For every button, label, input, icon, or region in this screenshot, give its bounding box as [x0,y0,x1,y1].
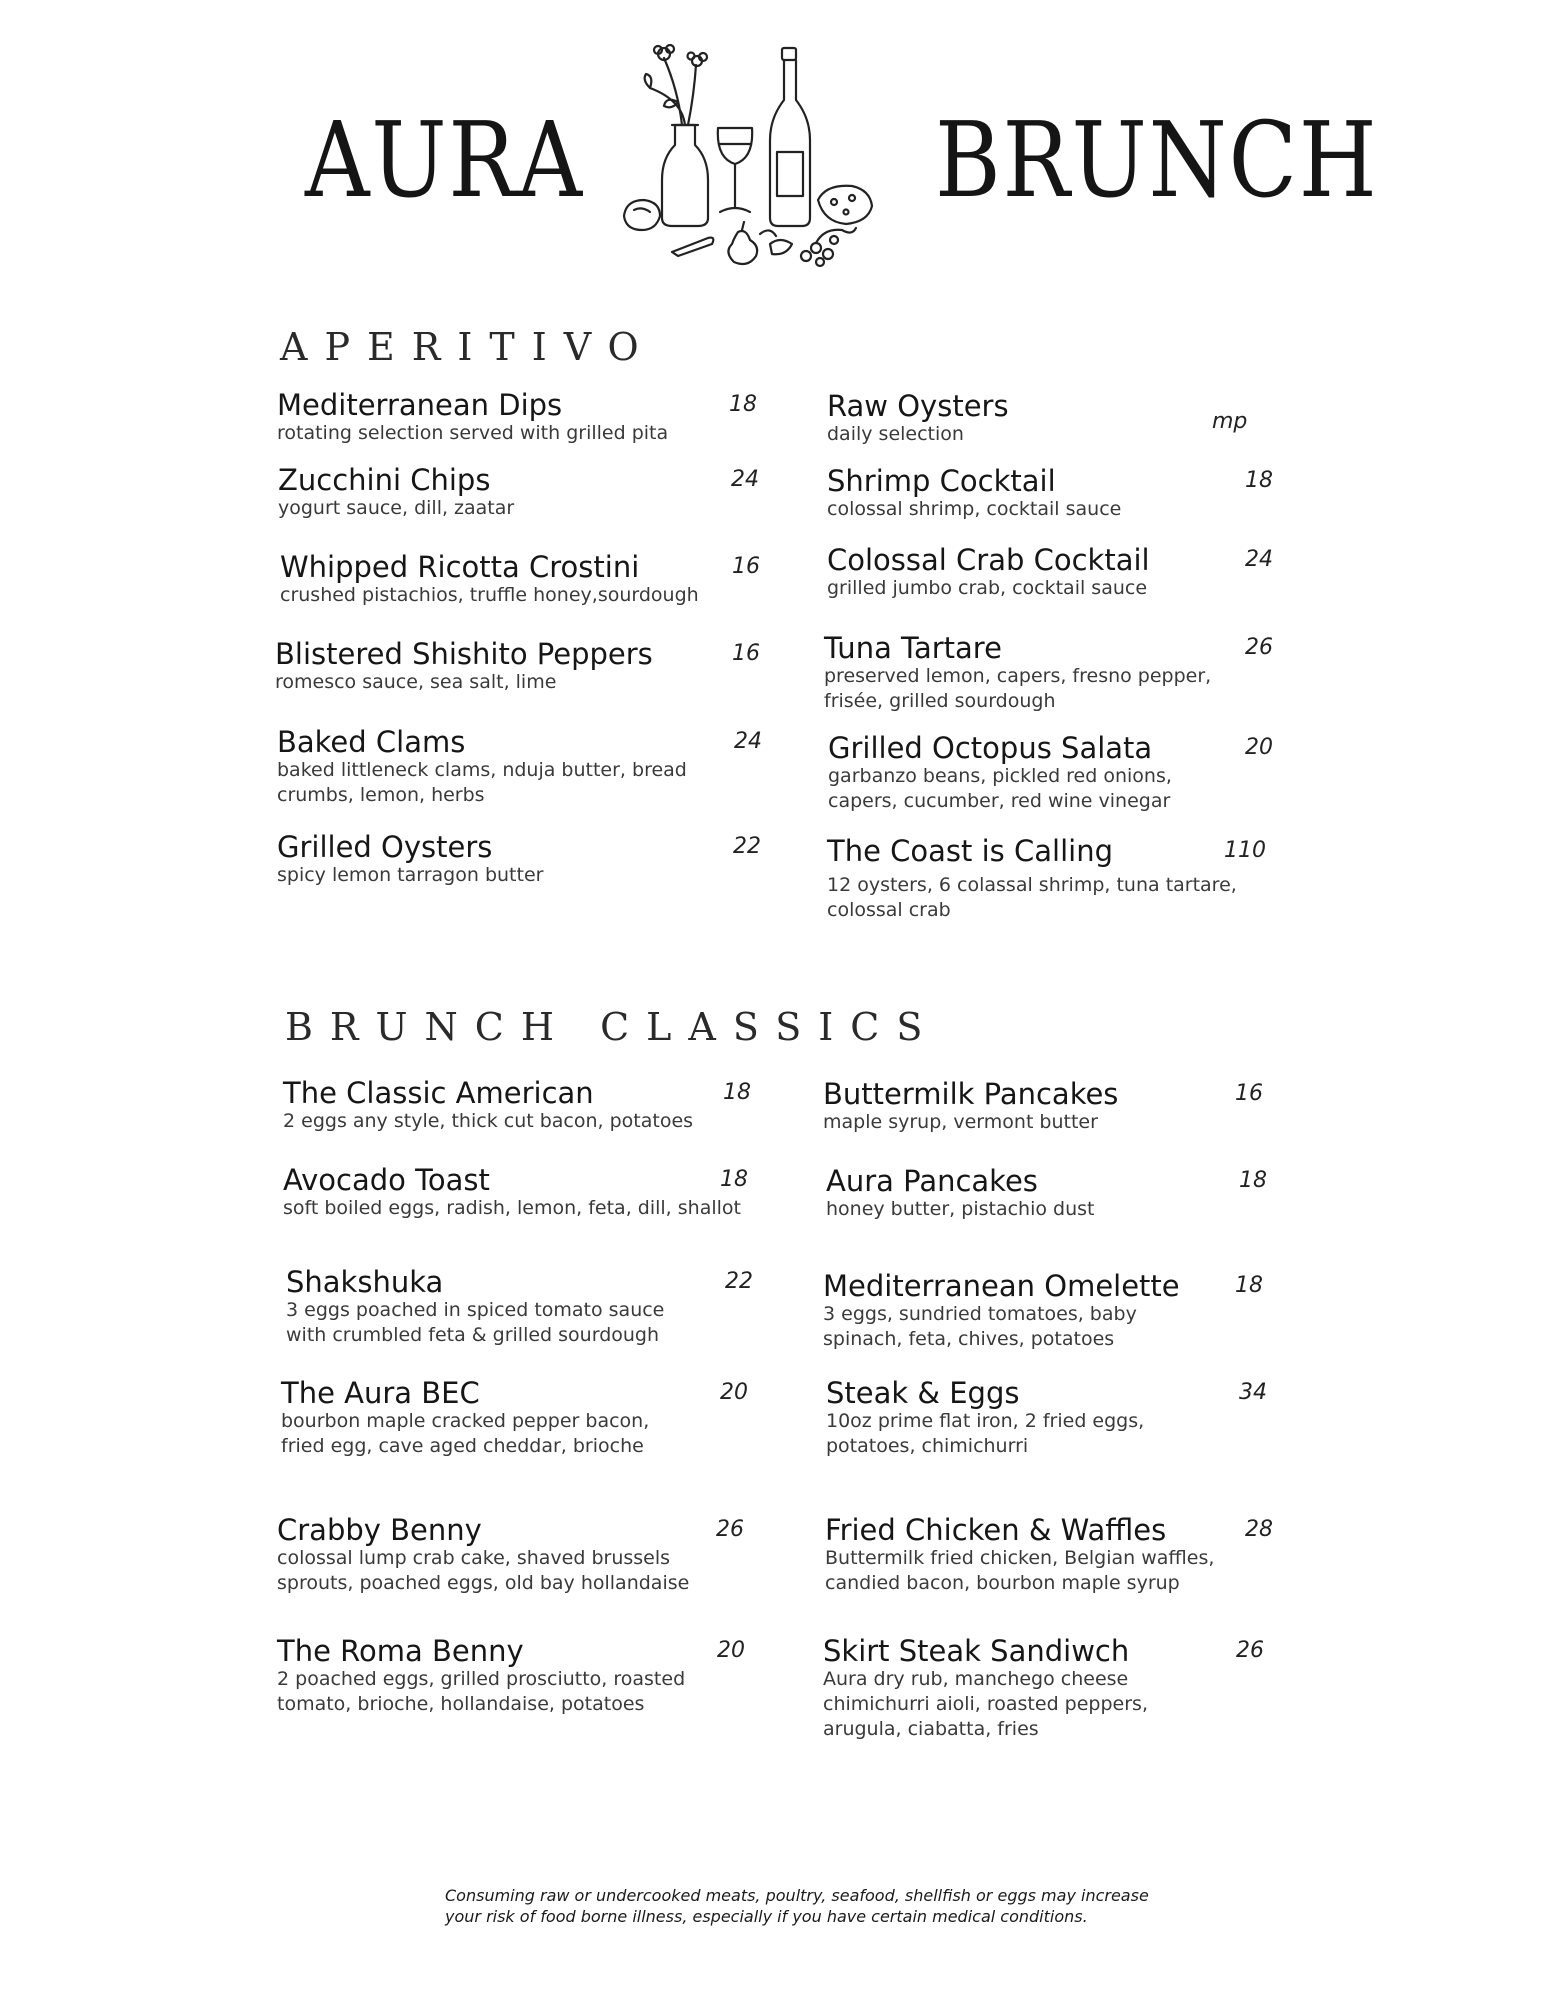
menu-item-description: spicy lemon tarragon butter [277,864,544,887]
menu-item-name: Crabby Benny [277,1513,482,1547]
menu-item-name: Grilled Oysters [277,830,493,864]
menu-item-price: 20 [720,1380,748,1405]
menu-item-price: 16 [732,554,760,579]
menu-item-description: soft boiled eggs, radish, lemon, feta, dill, shallot [283,1197,741,1220]
menu-item [827,391,1297,447]
menu-item [280,550,760,608]
menu-item-name: Fried Chicken & Waffles [825,1513,1167,1547]
menu-item-name: The Aura BEC [281,1376,480,1410]
menu-item [823,1079,1293,1135]
menu-item-name: Buttermilk Pancakes [823,1077,1119,1111]
menu-item-description: grilled jumbo crab, cocktail sauce [827,577,1148,600]
menu-item [826,1376,1267,1459]
disclaimer-line: your risk of food borne illness, especially if you have certain medical conditions. [445,1907,1088,1926]
menu-item [283,1165,753,1221]
menu-item-name: Grilled Octopus Salata [828,731,1153,765]
menu-item-name: Shrimp Cocktail [827,464,1056,498]
menu-item-price: 20 [717,1638,745,1663]
menu-item [825,1513,1273,1596]
menu-item-price: 18 [723,1080,751,1105]
menu-item-description: Buttermilk fried chicken, Belgian waffles, candied bacon, bourbon maple syrup [825,1547,1215,1595]
menu-item-price: 18 [729,392,757,417]
menu-item-name: Mediterranean Omelette [823,1269,1180,1303]
menu-item-name: Aura Pancakes [826,1164,1038,1198]
menu-item-price: 22 [733,834,761,859]
disclaimer-line: Consuming raw or undercooked meats, poultry, seafood, shellfish or eggs may increase [445,1886,1149,1905]
menu-item-description: colossal shrimp, cocktail sauce [827,498,1122,521]
menu-item-price: 18 [1235,1273,1263,1298]
menu-item [824,631,1273,714]
menu-item [827,834,1266,923]
menu-item-price: mp [1212,409,1248,434]
menu-item-price: 24 [1245,547,1273,572]
menu-item [278,463,759,521]
menu-item-description: romesco sauce, sea salt, lime [275,671,557,694]
menu-item-description: 10oz prime flat iron, 2 fried eggs, potatoes, chimichurri [826,1410,1145,1458]
menu-item [827,545,1297,601]
menu-item [828,731,1273,814]
menu-item-description: Aura dry rub, manchego cheese chimichurri aioli, roasted peppers, arugula, ciabatta, fries [823,1668,1148,1741]
menu-item-name: The Coast is Calling [827,834,1113,868]
menu-item [281,1376,748,1459]
menu-item-price: 26 [1245,635,1273,660]
menu-item-price: 26 [1236,1638,1264,1663]
menu-item-description: bourbon maple cracked pepper bacon, fried egg, cave aged cheddar, brioche [281,1410,650,1458]
menu-item-name: Blistered Shishito Peppers [275,637,653,671]
menu-item-price: 24 [734,729,762,754]
menu-item-description: rotating selection served with grilled pita [277,422,669,445]
menu-item-description: baked littleneck clams, nduja butter, bread crumbs, lemon, herbs [277,759,687,807]
menu-item [277,1634,745,1717]
menu-item [823,1634,1264,1742]
menu-item-description: 3 eggs, sundried tomatoes, baby spinach, feta, chives, potatoes [823,1303,1137,1351]
menu-item-name: Mediterranean Dips [277,388,563,422]
menu-item-name: The Classic American [283,1076,594,1110]
menu-item [283,1078,753,1134]
menu-title-aura: AURA [305,99,584,221]
menu-item-price: 28 [1245,1517,1273,1542]
menu-item-name: Baked Clams [277,725,466,759]
menu-item-price: 26 [716,1517,744,1542]
menu-item [823,1269,1263,1352]
menu-item [277,388,757,446]
menu-item-description: 12 oysters, 6 colassal shrimp, tuna tartare, colossal crab [827,874,1237,922]
menu-item [277,830,761,888]
menu-item-price: 18 [1239,1168,1267,1193]
menu-item-name: Skirt Steak Sandiwch [823,1634,1130,1668]
menu-item-description: 2 poached eggs, grilled prosciutto, roasted tomato, brioche, hollandaise, potatoes [277,1668,686,1716]
menu-item-price: 22 [725,1269,753,1294]
menu-item-name: Tuna Tartare [824,631,1002,665]
menu-item-price: 18 [1245,468,1273,493]
menu-item-price: 16 [1235,1081,1263,1106]
section-title-brunch-classics: BRUNCH CLASSICS [285,1005,940,1049]
menu-item [827,466,1297,522]
menu-item [826,1166,1296,1222]
menu-item-price: 34 [1239,1380,1267,1405]
menu-item-name: Raw Oysters [827,389,1009,423]
menu-item-description: crushed pistachios, truffle honey,sourdough [280,584,699,607]
menu-title-brunch: BRUNCH [935,99,1379,221]
menu-item-price: 18 [720,1167,748,1192]
menu-item [275,637,760,695]
menu-item-name: Whipped Ricotta Crostini [280,550,640,584]
menu-item-description: honey butter, pistachio dust [826,1198,1095,1221]
menu-item-description: daily selection [827,423,964,446]
menu-item-description: colossal lump crab cake, shaved brussels sprouts, poached eggs, old bay hollandaise [277,1547,690,1595]
menu-item-name: Shakshuka [286,1265,444,1299]
menu-item-price: 24 [731,467,759,492]
menu-item-description: 2 eggs any style, thick cut bacon, potatoes [283,1110,694,1133]
menu-item-description: preserved lemon, capers, fresno pepper, frisée, grilled sourdough [824,665,1212,713]
menu-item-price: 20 [1245,735,1273,760]
menu-item-name: Avocado Toast [283,1163,490,1197]
menu-item [277,725,762,808]
menu-item-description: maple syrup, vermont butter [823,1111,1098,1134]
food-safety-disclaimer [445,1885,1149,1927]
menu-item-price: 110 [1224,838,1266,863]
section-title-aperitivo: APERITIVO [280,325,656,369]
menu-item-name: Steak & Eggs [826,1376,1020,1410]
menu-item [286,1265,753,1348]
menu-item-name: Zucchini Chips [278,463,491,497]
menu-item [277,1513,744,1596]
menu-item-name: Colossal Crab Cocktail [827,543,1150,577]
menu-item-description: yogurt sauce, dill, zaatar [278,497,515,520]
menu-item-description: garbanzo beans, pickled red onions, capers, cucumber, red wine vinegar [828,765,1172,813]
menu-item-price: 16 [732,641,760,666]
menu-item-description: 3 eggs poached in spiced tomato sauce with crumbled feta & grilled sourdough [286,1299,665,1347]
menu-item-name: The Roma Benny [277,1634,524,1668]
wine-bottle-flowers-food-illustration-icon [620,40,905,270]
